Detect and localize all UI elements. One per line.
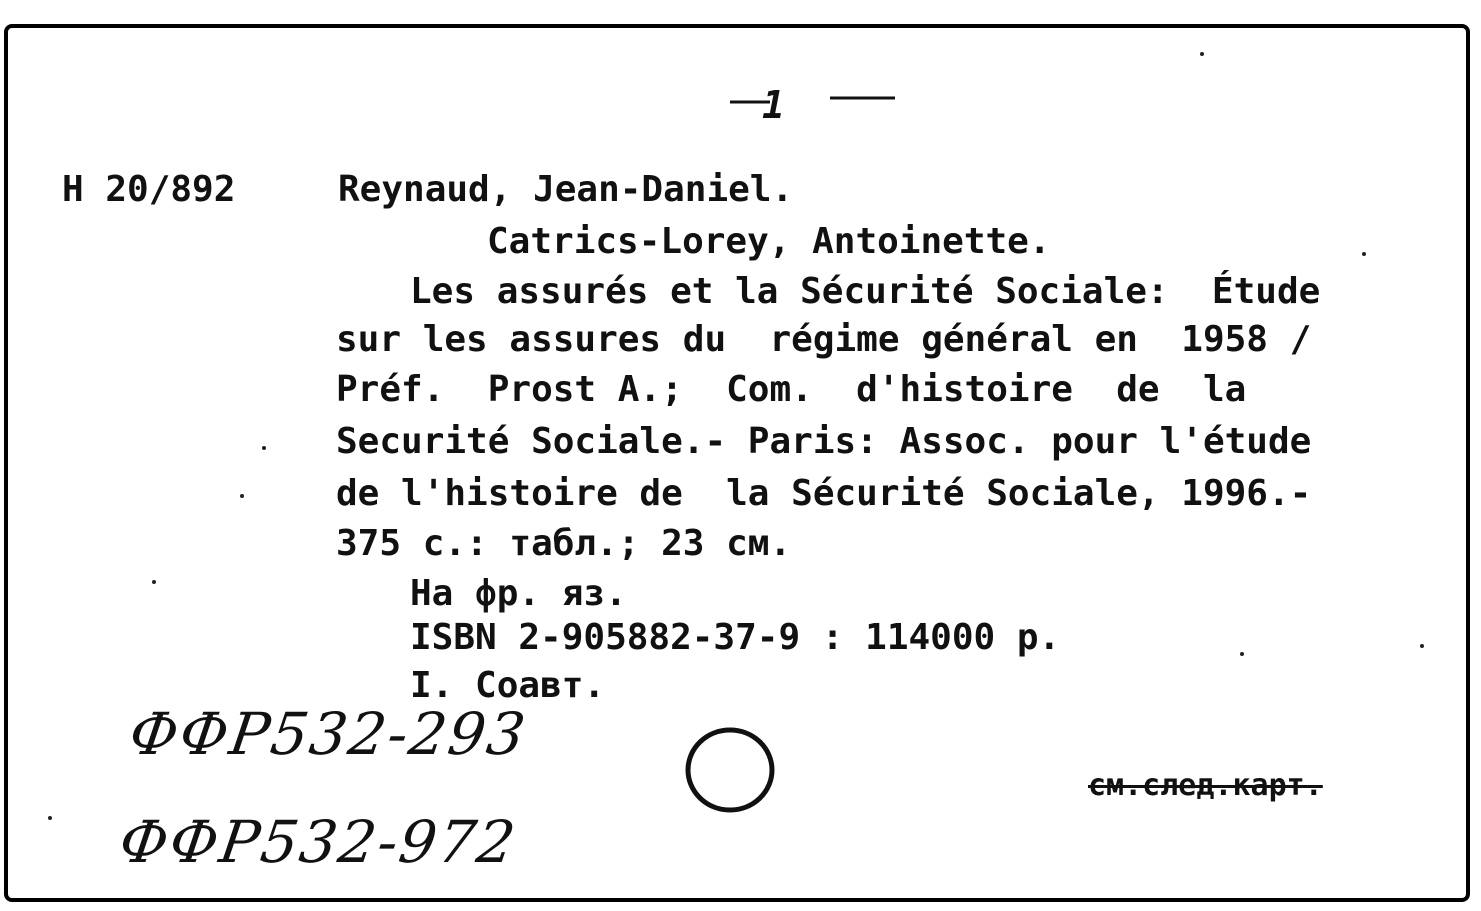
description-line-4: Securité Sociale.- Paris: Assoc. pour l'étude bbox=[336, 421, 1312, 462]
tracing-line: I. Соавт. bbox=[410, 665, 606, 706]
language-note: На фр. яз. bbox=[410, 573, 627, 614]
handwritten-shelfmark-2: ФФР532-972 bbox=[115, 808, 522, 876]
description-line-3: Préf. Prost A.; Com. d'histoire de la bbox=[336, 369, 1247, 410]
author-coauthor: Catrics-Lorey, Antoinette. bbox=[487, 221, 1051, 262]
scan-speck bbox=[152, 580, 156, 584]
call-number: H 20/892 bbox=[62, 169, 236, 210]
page-number: 1 bbox=[762, 83, 785, 127]
description-line-5: de l'histoire de la Sécurité Sociale, 1996.- bbox=[336, 473, 1312, 514]
scan-speck bbox=[48, 816, 52, 820]
scan-speck bbox=[1240, 652, 1244, 656]
description-line-1: Les assurés et la Sécurité Sociale: Étude bbox=[410, 271, 1321, 312]
scan-speck bbox=[240, 494, 244, 498]
scan-speck bbox=[1200, 52, 1204, 56]
scan-speck bbox=[262, 446, 266, 450]
card-hole-circle bbox=[683, 723, 777, 817]
page-number-mark bbox=[730, 78, 900, 118]
description-line-2: sur les assures du régime général en 1958 / bbox=[336, 319, 1312, 360]
scan-speck bbox=[1362, 252, 1366, 256]
page-number-dashes bbox=[730, 78, 900, 118]
handwritten-shelfmark-1: ФФР532-293 bbox=[125, 700, 532, 768]
author-main: Reynaud, Jean-Daniel. bbox=[338, 169, 794, 210]
description-line-6: 375 с.: табл.; 23 см. bbox=[336, 523, 792, 564]
continued-note: см.след.карт. bbox=[1088, 768, 1323, 803]
scan-speck bbox=[1420, 644, 1424, 648]
isbn-line: ISBN 2-905882-37-9 : 114000 р. bbox=[410, 617, 1061, 658]
